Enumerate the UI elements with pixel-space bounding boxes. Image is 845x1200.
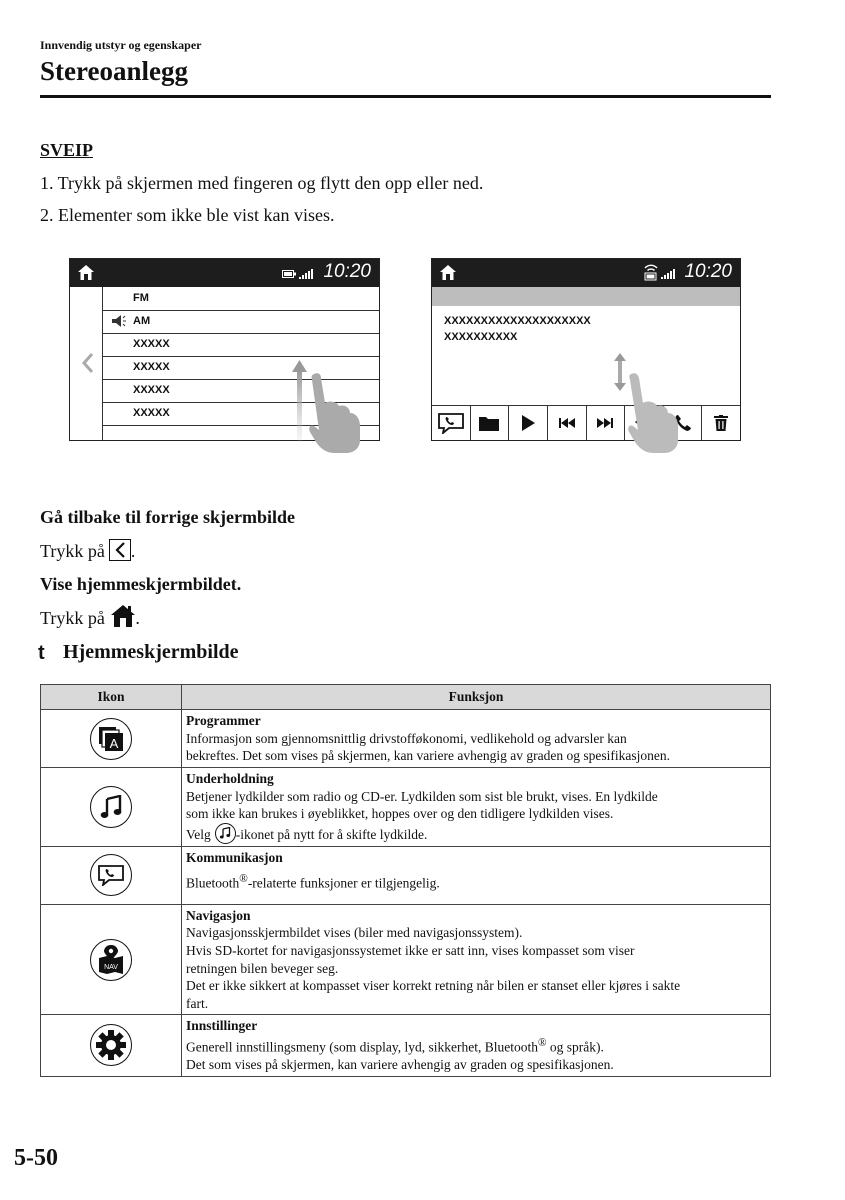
row-text: Betjener lydkilder som radio og CD-er. Lydkilden som sist ble brukt, vises. En lydkilde bbox=[186, 788, 658, 804]
home-screen-heading: Hjemmeskjermbilde bbox=[63, 641, 239, 663]
step-2: 2. Elementer som ikke ble vist kan vises. bbox=[40, 205, 335, 225]
list-item[interactable]: XXXXX bbox=[103, 356, 379, 380]
row-text: Hvis SD-kortet for navigasjonssystemet ikke er satt inn, vises kompasset som viser bbox=[186, 942, 635, 958]
next-icon bbox=[597, 418, 613, 428]
row-text: retningen bilen beveger seg. bbox=[186, 960, 339, 976]
home-icon bbox=[440, 265, 456, 280]
home-icon bbox=[111, 605, 135, 627]
row-text: Det som vises på skjermen, kan variere avhengig av graden og spesifikasjonen. bbox=[186, 1057, 614, 1073]
list-item[interactable]: XXXXX bbox=[103, 402, 379, 426]
communication-button[interactable] bbox=[432, 406, 471, 440]
row-text: Informasjon som gjennomsnittlig drivstofføkonomi, vedlikehold og advarsler kan bbox=[186, 730, 627, 746]
section-bullet: t bbox=[38, 642, 45, 664]
status-bar bbox=[432, 259, 740, 287]
list-item[interactable]: XXXXX bbox=[103, 379, 379, 403]
signal-icon bbox=[299, 269, 314, 279]
applications-icon bbox=[90, 718, 132, 760]
status-bar bbox=[70, 259, 379, 287]
back-chevron-icon[interactable] bbox=[82, 353, 94, 373]
list-item[interactable]: FM bbox=[103, 287, 379, 311]
list-item[interactable]: XXXXX bbox=[103, 333, 379, 357]
hand-tap-gesture-icon bbox=[623, 370, 683, 455]
next-button[interactable] bbox=[587, 406, 626, 440]
swipe-up-gesture-icon bbox=[290, 358, 365, 454]
row-title: Innstillinger bbox=[186, 1018, 258, 1034]
row-text: Velg -ikonet på nytt for å skifte lydkilde. bbox=[186, 823, 766, 844]
previous-icon bbox=[559, 418, 575, 428]
row-text: Generell innstillingsmeny (som display, lyd, sikkerhet, Bluetooth® og språk). bbox=[186, 1036, 604, 1055]
sveip-heading: SVEIP bbox=[40, 140, 94, 160]
music-note-icon bbox=[90, 786, 132, 828]
back-instruction: Trykk på . bbox=[40, 541, 136, 561]
function-column-header: Funksjon bbox=[182, 685, 771, 710]
list-item[interactable]: AM bbox=[103, 310, 379, 334]
icon-column-header: Ikon bbox=[41, 685, 182, 710]
previous-button[interactable] bbox=[548, 406, 587, 440]
svg-text:NAV: NAV bbox=[104, 963, 118, 971]
back-button-icon bbox=[109, 539, 131, 561]
toolbar bbox=[432, 405, 740, 440]
back-heading: Gå tilbake til forrige skjermbilde bbox=[40, 507, 295, 527]
battery-icon bbox=[282, 270, 296, 278]
message-line-2: XXXXXXXXXX bbox=[444, 331, 518, 343]
communication-icon bbox=[437, 412, 465, 434]
home-heading: Vise hjemmeskjermbildet. bbox=[40, 574, 242, 594]
speaker-icon bbox=[112, 315, 126, 327]
message-title-bar bbox=[432, 287, 740, 306]
folder-button[interactable] bbox=[471, 406, 510, 440]
step-1: 1. Trykk på skjermen med fingeren og flytt den opp eller ned. bbox=[40, 173, 484, 193]
row-title: Underholdning bbox=[186, 771, 274, 786]
folder-icon bbox=[479, 415, 499, 431]
gear-icon bbox=[90, 1024, 132, 1066]
row-text: fart. bbox=[186, 995, 209, 1011]
table-row bbox=[41, 710, 771, 768]
trash-icon bbox=[714, 415, 728, 431]
play-button[interactable] bbox=[509, 406, 548, 440]
signal-icon bbox=[661, 269, 676, 279]
home-instruction: Trykk på . bbox=[40, 605, 140, 629]
table-row bbox=[41, 768, 771, 847]
table-row bbox=[41, 904, 771, 1015]
clock: 10:20 bbox=[684, 261, 732, 282]
table-header-row bbox=[41, 685, 771, 710]
svg-text:A: A bbox=[109, 735, 119, 751]
message-line-1: XXXXXXXXXXXXXXXXXXXX bbox=[444, 315, 591, 327]
communication-icon bbox=[90, 854, 132, 896]
row-title: Kommunikasjon bbox=[186, 849, 283, 865]
row-text: Bluetooth®-relaterte funksjoner er tilgjengelig. bbox=[186, 873, 440, 891]
delete-button[interactable] bbox=[702, 406, 740, 440]
page-number: 5-50 bbox=[14, 1145, 58, 1171]
table-row bbox=[41, 846, 771, 904]
wifi-battery-icon bbox=[644, 263, 658, 281]
play-icon bbox=[521, 415, 535, 431]
page-title: Stereoanlegg bbox=[40, 56, 188, 86]
row-title: Programmer bbox=[186, 713, 261, 728]
clock: 10:20 bbox=[323, 261, 371, 282]
row-text: Det er ikke sikkert at kompasset viser korrekt retning når bilen er stanset eller kjøres i sakte bbox=[186, 978, 681, 994]
home-screen-icon-table bbox=[40, 684, 771, 1077]
table-row bbox=[41, 1015, 771, 1076]
row-title: Navigasjon bbox=[186, 907, 251, 923]
row-text: Navigasjonsskjermbildet vises (biler med navigasjonssystem). bbox=[186, 925, 523, 941]
music-note-icon bbox=[215, 823, 236, 844]
home-icon bbox=[78, 265, 94, 280]
section-label: Innvendig utstyr og egenskaper bbox=[40, 38, 202, 52]
title-divider bbox=[40, 95, 771, 98]
navigation-icon bbox=[90, 939, 132, 981]
row-text: som ikke kan brukes i øyeblikket, hoppes over og den tidligere lydkilden vises. bbox=[186, 806, 614, 822]
row-text: bekreftes. Det som vises på skjermen, kan variere avhengig av graden og spesifikasjonen. bbox=[186, 748, 670, 764]
screen-message-illustration bbox=[431, 258, 741, 441]
